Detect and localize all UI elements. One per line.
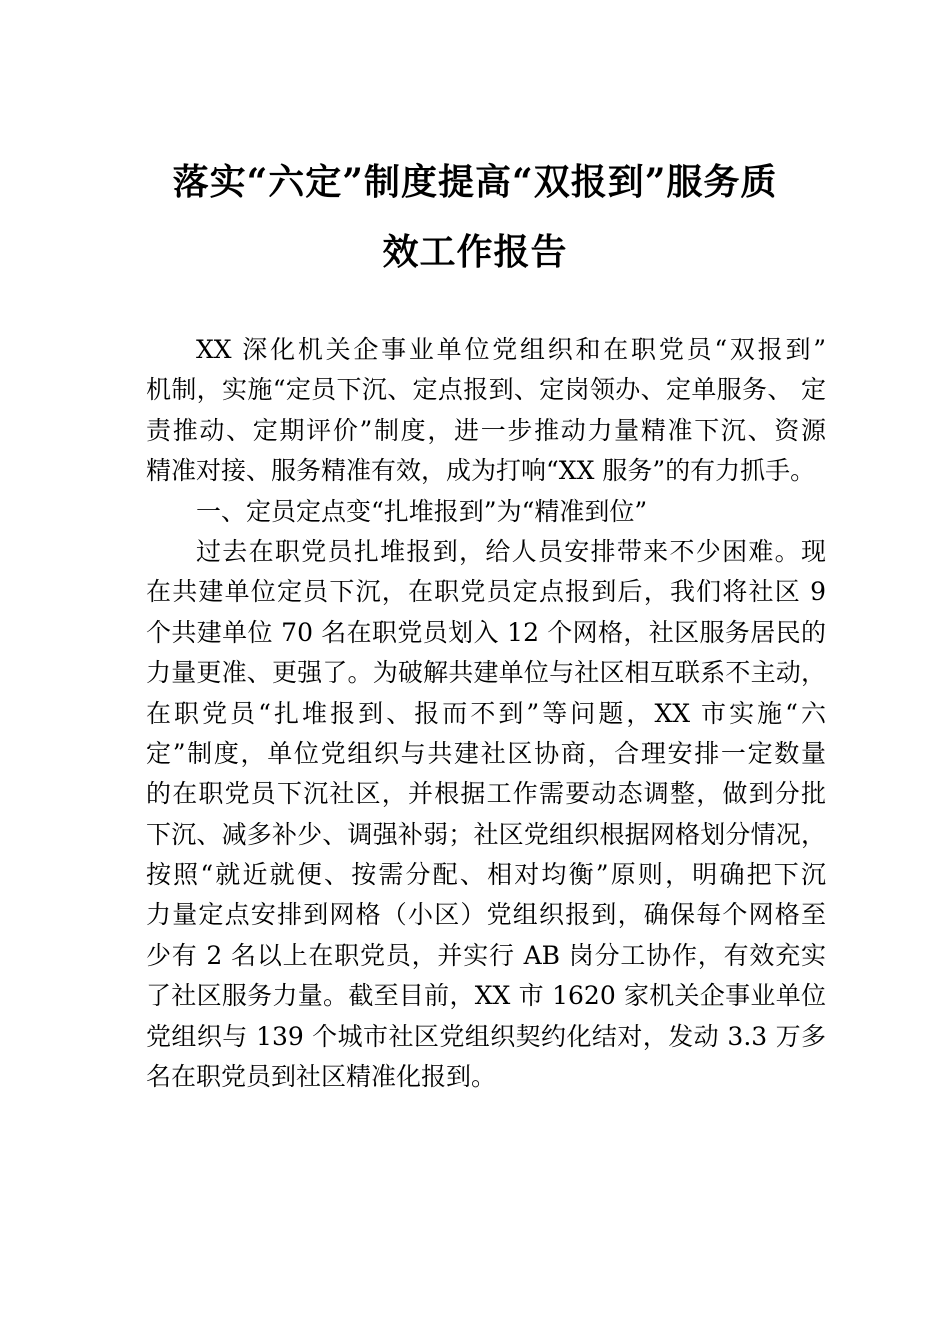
paragraph-section1-line: 力量定点安排到网格（小区）党组织报到，确保每个网格至 bbox=[146, 900, 826, 930]
paragraph-section1-line: 在共建单位定员下沉，在职党员定点报到后，我们将社区 9 bbox=[146, 577, 826, 607]
document-title-line-1: 落实“六定”制度提高“双报到”服务质 bbox=[172, 161, 778, 203]
section-heading-1: 一、定员定点变“扎堆报到”为“精准到位” bbox=[196, 496, 648, 526]
paragraph-section1-line: 党组织与 139 个城市社区党组织契约化结对，发动 3.3 万多 bbox=[146, 1021, 826, 1051]
paragraph-section1-line: 名在职党员到社区精准化报到。 bbox=[146, 1062, 497, 1092]
paragraph-section1-line: 按照“就近就便、按需分配、相对均衡”原则，明确把下沉 bbox=[146, 860, 826, 890]
paragraph-section1-line: 少有 2 名以上在职党员，并实行 AB 岗分工协作，有效充实 bbox=[146, 940, 826, 970]
document-body bbox=[146, 330, 826, 1097]
document-title-line-2: 效工作报告 bbox=[382, 231, 568, 273]
paragraph-section1-line: 了社区服务力量。截至目前，XX 市 1620 家机关企事业单位 bbox=[146, 981, 826, 1011]
paragraph-section1-line: 个共建单位 70 名在职党员划入 12 个网格，社区服务居民的 bbox=[146, 617, 826, 647]
paragraph-section1-line: 在职党员“扎堆报到、报而不到”等问题，XX 市实施“六 bbox=[146, 698, 826, 728]
paragraph-intro-line: 精准对接、服务精准有效，成为打响“XX 服务”的有力抓手。 bbox=[146, 456, 816, 486]
paragraph-intro-line: XX 深化机关企事业单位党组织和在职党员“双报到” bbox=[196, 335, 826, 364]
paragraph-intro-line: 责推动、定期评价”制度，进一步推动力量精准下沉、资源 bbox=[146, 415, 826, 445]
paragraph-section1-line: 下沉、减多补少、调强补弱；社区党组织根据网格划分情况， bbox=[146, 819, 826, 849]
paragraph-intro-line: 机制，实施“定员下沉、定点报到、定岗领办、定单服务、 定 bbox=[146, 375, 826, 405]
paragraph-section1-line: 过去在职党员扎堆报到，给人员安排带来不少困难。现 bbox=[196, 536, 826, 566]
paragraph-section1-line: 定”制度，单位党组织与共建社区协商，合理安排一定数量 bbox=[146, 738, 826, 768]
paragraph-section1-line: 力量更准、更强了。为破解共建单位与社区相互联系不主动， bbox=[146, 658, 826, 688]
paragraph-section1-line: 的在职党员下沉社区，并根据工作需要动态调整，做到分批 bbox=[146, 779, 826, 809]
